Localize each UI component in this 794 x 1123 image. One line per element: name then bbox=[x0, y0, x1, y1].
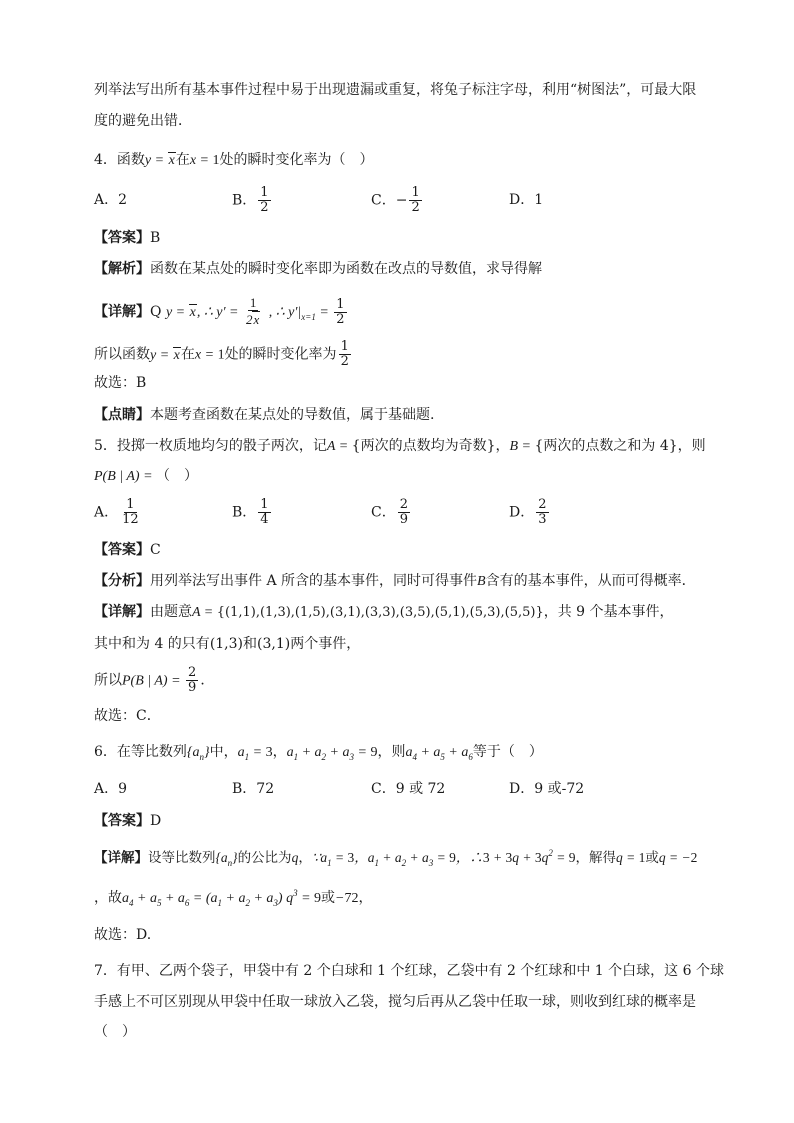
q4-mid: 在 bbox=[175, 152, 190, 168]
q4-analysis: 【解析】函数在某点处的瞬时变化率即为函数在改点的导数值，求导得解 bbox=[94, 261, 542, 277]
q6-option-b: B．72 bbox=[232, 781, 275, 797]
q4-point: x = 1 bbox=[189, 153, 220, 168]
q7-stem-3: （ ） bbox=[94, 1024, 136, 1040]
q4-option-a: A．2 bbox=[94, 192, 128, 208]
q7-stem-2: 手感上不可区别现从甲袋中任取一球放入乙袋，搅匀后再从乙袋中任取一球，则收到红球的概率是 bbox=[94, 994, 696, 1010]
q4-tail: 处的瞬时变化率为（ ） bbox=[219, 152, 374, 168]
q5-option-c: C． $\frac{2}{9}$ bbox=[371, 497, 408, 527]
q4-number: 4．函数 bbox=[94, 152, 145, 168]
q4-formula: y = x bbox=[144, 153, 175, 168]
q5-stem-1: 5．投掷一枚质地均匀的骰子两次，记A = {两次的点数均为奇数}，B = {两次的点数之和为 4}，则 bbox=[94, 438, 706, 454]
intro-line-1: 列举法写出所有基本事件过程中易于出现遗漏或重复，将兔子标注字母，利用“树图法”，可最大限 bbox=[94, 82, 697, 98]
q7-stem-1: 7．有甲、乙两个袋子，甲袋中有 2 个白球和 1 个红球，乙袋中有 2 个红球和中 1 个白球，这 6 个球 bbox=[94, 963, 724, 979]
q4-answer: 【答案】B bbox=[94, 230, 161, 246]
q6-option-c: C．9 或 72 bbox=[371, 781, 446, 797]
q4-stem bbox=[94, 150, 373, 171]
q5-sum-line: 其中和为 4 的只有(1,3)和(3,1)两个事件， bbox=[94, 636, 361, 652]
q6-stem: 6．在等比数列$\{a_n\}$中，$a_1 = 3$，$a_1 + a_2 + a_3 = 9$，则$a_4 + a_5 + a_6$等于（ ） bbox=[94, 744, 543, 762]
q4-review: 【点睛】本题考查函数在某点处的导数值，属于基础题. bbox=[94, 407, 435, 423]
q6-detail-2: ，故$a_4 + a_5 + a_6 = (a_1 + a_2 + a_3) q^3 = 9$或−72， bbox=[94, 888, 373, 908]
q5-stem-2: P(B | A) = （ ） bbox=[94, 468, 199, 484]
q5-analysis: 【分析】用列举法写出事件 A 所含的基本事件，同时可得事件B含有的基本事件，从而可得概率． bbox=[94, 573, 696, 589]
q6-choose: 故选：D. bbox=[94, 927, 152, 943]
q4-choose: 故选：B bbox=[94, 375, 147, 391]
intro-line-2: 度的避免出错． bbox=[94, 113, 192, 129]
q5-detail: 【详解】由题意A = {(1,1),(1,3),(1,5),(3,1),(3,3),(3,5),(5,1),(5,3),(5,5)}，共 9 个基本事件， bbox=[94, 604, 674, 620]
q6-option-d: D．9 或-72 bbox=[509, 781, 585, 797]
q5-choose: 故选：C． bbox=[94, 708, 161, 724]
q4-option-d: D．1 bbox=[509, 192, 544, 208]
q4-detail: 【详解】Q y = x, ∴ y′ = $\frac{1}{2x}$ , ∴ $y'|_{x=1}$ = $\frac{1}{2}$ bbox=[94, 295, 345, 327]
q6-detail: 【详解】设等比数列$\{a_n\}$的公比为q，$\because a_1 = 3$，$a_1 + a_2 + a_3 = 9$，∴3 + $3q + 3q^2 = 9$，解得q = 1或q = −2 bbox=[94, 848, 698, 868]
q4-conclusion: 所以函数y = x在x = 1处的瞬时变化率为 $\frac{1}{2}$ bbox=[94, 339, 349, 369]
q5-answer: 【答案】C bbox=[94, 542, 161, 558]
q5-option-d: D． $\frac{2}{3}$ bbox=[509, 497, 547, 527]
q6-answer: 【答案】D bbox=[94, 813, 162, 829]
q5-option-b: B． $\frac{1}{4}$ bbox=[232, 497, 269, 527]
q5-option-a: A． $\frac{1}{12}$ bbox=[94, 497, 139, 527]
q4-option-b: B． $\frac{1}{2}$ bbox=[232, 185, 269, 215]
q5-conclusion: 所以P(B | A) = $\frac{2}{9}$ ． bbox=[94, 665, 215, 695]
q6-option-a: A．9 bbox=[94, 781, 128, 797]
q4-option-c: C．− $\frac{1}{2}$ bbox=[371, 185, 420, 215]
